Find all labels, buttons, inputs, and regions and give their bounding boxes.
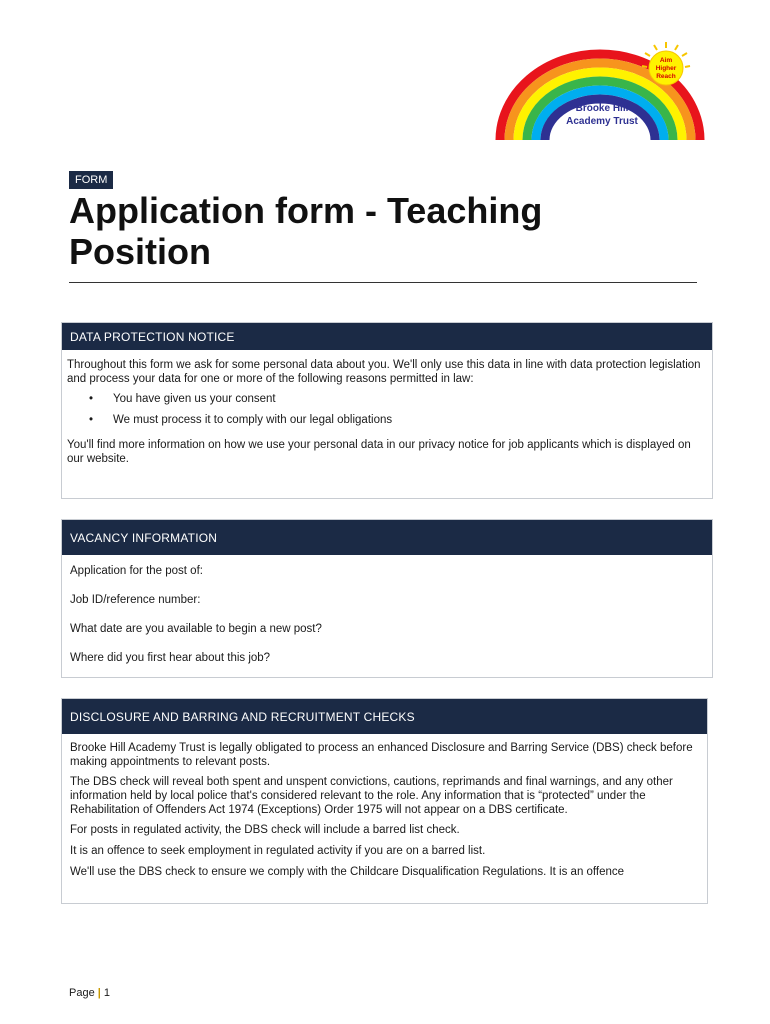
data-protection-outro: You'll find more information on how we use your personal data in our privacy notice for job applicants which is displayed on our website. bbox=[67, 439, 691, 465]
disclosure-heading: DISCLOSURE AND BARRING AND RECRUITMENT CHECKS bbox=[62, 699, 707, 734]
page-footer bbox=[69, 987, 110, 999]
job-reference-field[interactable]: Job ID/reference number: bbox=[70, 594, 201, 606]
disclosure-paragraph: It is an offence to seek employment in regulated activity if you are on a barred list. bbox=[70, 845, 486, 857]
disclosure-paragraph: We'll use the DBS check to ensure we comply with the Childcare Disqualification Regulations. It is an offence bbox=[70, 866, 625, 878]
data-protection-section bbox=[61, 322, 713, 499]
reason-text: You have given us your consent bbox=[113, 393, 276, 405]
vacancy-section bbox=[61, 519, 713, 678]
title-divider bbox=[69, 282, 697, 283]
reason-text: We must process it to comply with our legal obligations bbox=[113, 414, 393, 426]
disclosure-paragraph: Brooke Hill Academy Trust is legally obligated to process an enhanced Disclosure and Barring Service (DBS) check before making appointments to relevant posts. bbox=[70, 742, 693, 768]
page-label: Page bbox=[69, 987, 95, 999]
disclosure-paragraph: For posts in regulated activity, the DBS check will include a barred list check. bbox=[70, 824, 460, 836]
page-title: Application form - Teaching Position bbox=[69, 190, 543, 272]
logo-name-line-1: Brooke Hill bbox=[575, 103, 629, 114]
available-date-field[interactable]: What date are you available to begin a new post? bbox=[70, 623, 322, 635]
list-item bbox=[67, 413, 704, 434]
data-protection-heading: DATA PROTECTION NOTICE bbox=[62, 323, 712, 350]
bullet-icon: • bbox=[89, 393, 94, 405]
vacancy-heading: VACANCY INFORMATION bbox=[62, 520, 712, 555]
job-source-field[interactable]: Where did you first hear about this job? bbox=[70, 652, 271, 664]
logo-tagline-2: Higher bbox=[655, 65, 677, 72]
page-number: 1 bbox=[103, 987, 111, 999]
brooke-hill-logo bbox=[480, 38, 720, 146]
disclosure-section bbox=[61, 698, 708, 904]
logo-name-line-2: Academy Trust bbox=[566, 116, 638, 127]
list-item bbox=[67, 392, 704, 413]
vacancy-body bbox=[62, 555, 712, 680]
data-protection-body bbox=[62, 350, 712, 466]
logo-tagline-3: Reach bbox=[656, 73, 676, 80]
disclosure-paragraph: The DBS check will reveal both spent and unspent convictions, cautions, reprimands and final warnings, and any other information held by local police that's considered relevant to the role. Any information that is “protected” under the Rehabilitation of Offenders Act 1974 (Exceptions) Order 1975 will not appear on a DBS certificate. bbox=[70, 776, 673, 816]
data-protection-reasons bbox=[67, 392, 704, 434]
data-protection-intro: Throughout this form we ask for some personal data about you. We'll only use this data in line with data protection legislation and process your data for one or more of the following reasons permitted in law: bbox=[67, 359, 701, 385]
page-separator: | bbox=[97, 987, 101, 999]
post-applied-field[interactable]: Application for the post of: bbox=[70, 565, 203, 577]
bullet-icon: • bbox=[89, 414, 94, 426]
form-tag: FORM bbox=[69, 171, 113, 189]
logo-tagline-1: Aim bbox=[659, 57, 673, 64]
disclosure-body bbox=[62, 734, 707, 879]
